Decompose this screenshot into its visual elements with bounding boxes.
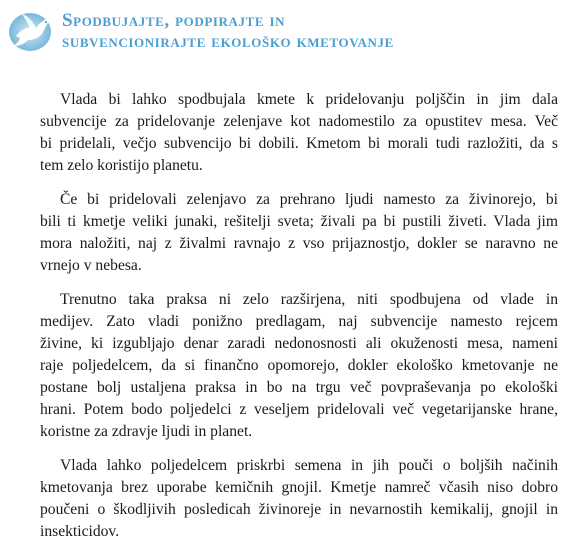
paragraph-2 [40,189,558,277]
text-line: vrnejo v nebesa. [40,257,142,274]
text-line: mora naložiti, naj z živalmi ravnajo z vso prijaznostjo, dokler se naravno ne [40,235,558,252]
text-line: tem zelo koristijo planetu. [40,157,203,174]
text-line: Če bi pridelovali zelenjavo za prehrano ljudi namesto za živinorejo, bi [60,191,558,208]
text-line: Vlada lahko poljedelcem priskrbi semena in jih pouči o boljših načinih [60,457,558,474]
text-line: medijev. Zato vladi ponižno predlagam, naj subvencije namesto rejcem [40,313,558,330]
text-line: Vlada bi lahko spodbujala kmete k pridelovanju poljščin in jim dala [60,91,558,108]
text-line: kmetovanja brez uporabe kemičnih gnojil. Kmetje namreč včasih niso dobro [40,479,558,496]
text-line: poučeni o škodljivih posledicah živinoreje in nevarnostih kemikalij, gnojil in [40,501,558,518]
paragraph-4 [40,455,558,543]
text-line: hrani. Potem bodo poljedelci z veseljem pridelovali več vegetarijanske hrane, [40,401,558,418]
text-line: koristne za zdravje ljudi in planet. [40,423,253,440]
title-line-2: subvencionirajte ekološko kmetovanje [62,31,394,52]
section-header [0,4,576,60]
text-line: postane bolj ustaljena praksa in bo na trgu več povpraševanja po ekološki [40,379,558,396]
paragraph-1 [40,89,558,177]
paragraph-3 [40,289,558,443]
text-line: insekticidov. [40,523,120,540]
body-text [40,89,558,555]
text-line: živine, ki izgubljajo denar zaradi nedonosnosti ali okuženosti mesa, nameni [40,335,558,352]
text-line: raje poljedelcem, da si finančno opomorejo, dokler ekološko kmetovanje ne [40,357,558,374]
text-line: bili ti kmetje veliki junaki, rešitelji sveta; živali pa bi pustili živeti. Vlada jim [40,213,558,230]
dove-icon [6,10,56,54]
page-title [62,10,394,52]
title-line-1: Spodbujajte, podpirajte in [62,10,286,31]
text-line: bi pridelali, večjo subvencijo bi dobili. Kmetom bi morali tudi razložiti, da s [40,135,558,152]
text-line: Trenutno taka praksa ni zelo razširjena, niti spodbujena od vlade in [60,291,558,308]
text-line: subvencije za pridelovanje zelenjave kot nadomestilo za opustitev mesa. Več [40,113,558,130]
